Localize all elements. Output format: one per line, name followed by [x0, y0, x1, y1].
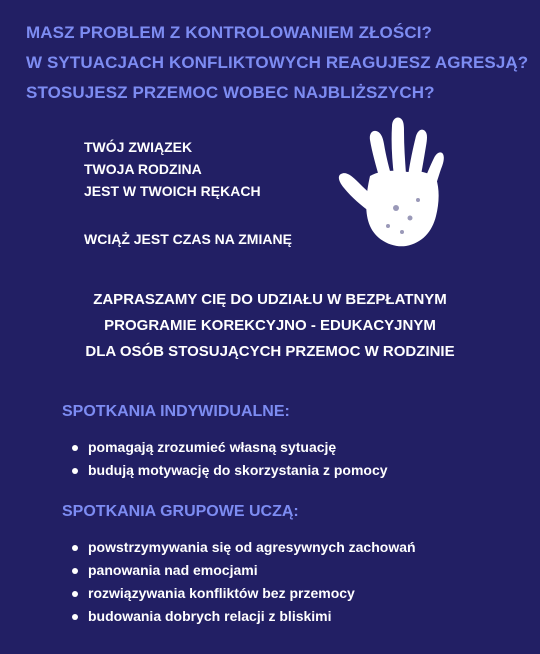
list-item-text: rozwiązywania konfliktów bez przemocy: [88, 585, 355, 601]
bullet-icon: [72, 545, 78, 551]
list-item-text: powstrzymywania się od agresywnych zachowań: [88, 539, 416, 555]
list-item-text: pomagają zrozumieć własną sytuację: [88, 439, 337, 455]
family-message: [84, 136, 344, 202]
change-message: WCIĄŻ JEST CZAS NA ZMIANĘ: [84, 231, 292, 247]
invitation-line-2: PROGRAMIE KOREKCYJNO - EDUKACYJNYM: [104, 317, 436, 334]
group-meetings-title: SPOTKANIA GRUPOWE UCZĄ:: [62, 503, 299, 520]
bullet-icon: [72, 468, 78, 474]
bullet-icon: [72, 591, 78, 597]
list-item-text: panowania nad emocjami: [88, 562, 258, 578]
list-item-text: budują motywację do skorzystania z pomocy: [88, 462, 388, 478]
list-item: [72, 536, 416, 559]
individual-meetings-title: SPOTKANIA INDYWIDUALNE:: [62, 403, 290, 420]
list-item-text: budowania dobrych relacji z bliskimi: [88, 608, 332, 624]
list-item: [72, 582, 416, 605]
header-question-aggression: W SYTUACJACH KONFLIKTOWYCH REAGUJESZ AGRESJĄ?: [26, 53, 529, 72]
program-invitation: [0, 287, 540, 365]
family-line-hands: JEST W TWOICH RĘKACH: [84, 183, 261, 199]
hand-print-icon: [336, 114, 446, 252]
header-questions: [26, 18, 529, 108]
invitation-line-3: DLA OSÓB STOSUJĄCYCH PRZEMOC W RODZINIE: [85, 343, 455, 360]
family-line-relationship: TWÓJ ZWIĄZEK: [84, 139, 193, 155]
list-item: [72, 459, 388, 482]
individual-meetings-list: [72, 436, 388, 482]
header-question-anger: MASZ PROBLEM Z KONTROLOWANIEM ZŁOŚCI?: [26, 23, 433, 42]
bullet-icon: [72, 614, 78, 620]
invitation-line-1: ZAPRASZAMY CIĘ DO UDZIAŁU W BEZPŁATNYM: [93, 291, 447, 308]
header-question-violence: STOSUJESZ PRZEMOC WOBEC NAJBLIŻSZYCH?: [26, 83, 435, 102]
group-meetings-list: [72, 536, 416, 628]
bullet-icon: [72, 445, 78, 451]
bullet-icon: [72, 568, 78, 574]
family-line-family: TWOJA RODZINA: [84, 161, 202, 177]
list-item: [72, 605, 416, 628]
list-item: [72, 436, 388, 459]
list-item: [72, 559, 416, 582]
